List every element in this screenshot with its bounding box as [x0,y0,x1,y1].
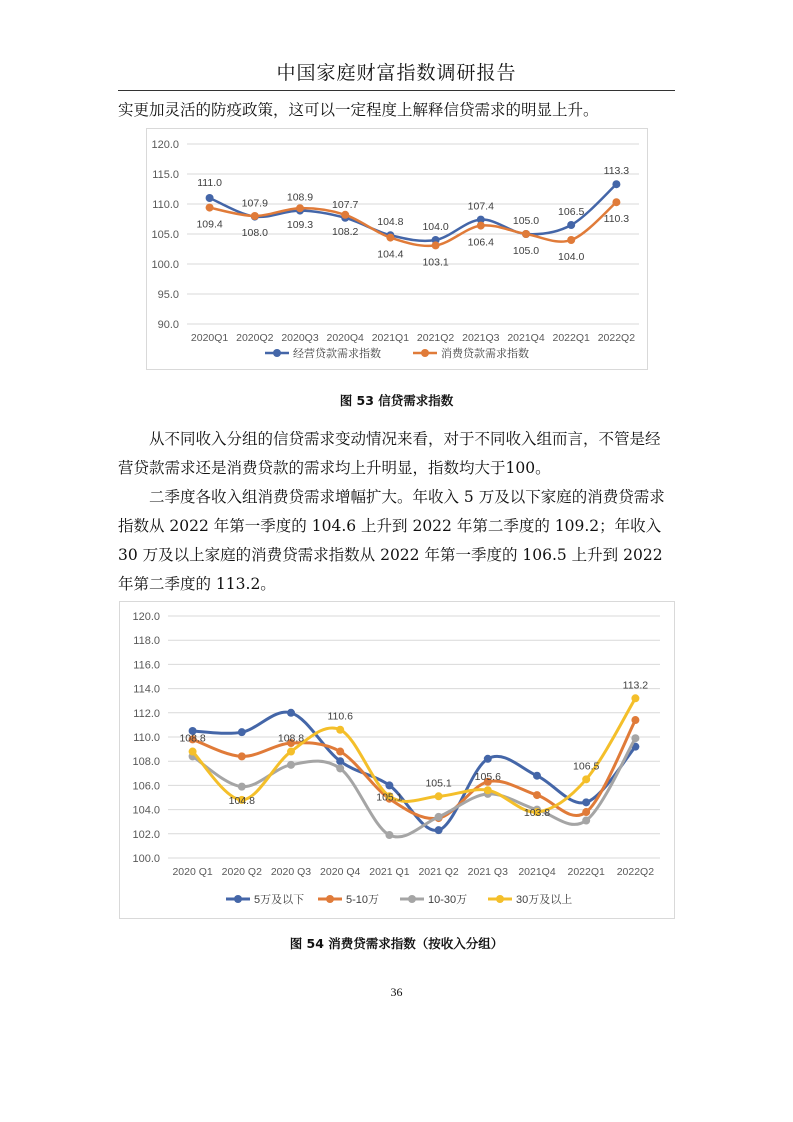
legend-item [226,893,304,906]
data-point [386,234,394,242]
y-tick-label: 118.0 [133,635,160,648]
data-point [582,798,590,806]
legend-label: 10-30万 [428,894,468,906]
data-label: 106.5 [573,760,600,773]
page-number: 36 [390,985,403,999]
data-label: 104.8 [228,794,255,807]
y-tick-label: 102.0 [132,828,160,841]
y-tick-label: 112.0 [133,707,160,720]
x-tick-label: 2021 Q3 [467,866,508,878]
data-label: 108.2 [332,225,359,238]
credit-demand-chart-svg [147,129,647,369]
data-point [484,786,492,794]
legend-label: 经营贷款需求指数 [293,348,381,360]
data-label: 110.3 [603,213,630,226]
data-point [567,221,575,229]
legend-label: 5万及以下 [254,894,305,906]
data-label: 108.9 [286,191,314,204]
data-label: 105.0 [512,245,540,257]
legend-swatch-marker [421,349,429,357]
x-tick-label: 2020Q1 [190,332,229,344]
paragraph-income-groups: 从不同收入分组的信贷需求变动情况来看，对于不同收入组而言，不管是经营贷款需求还是消费贷款的需求均上升明显，指数均大于100。 [118,430,661,477]
data-label: 108.8 [277,732,305,745]
data-label: 104.8 [377,216,404,229]
x-tick-label: 2020 Q2 [221,866,262,878]
x-tick-label: 2020 Q4 [320,866,361,878]
data-point [582,808,590,816]
data-label: 106.5 [558,206,585,218]
data-point [385,781,393,789]
data-point [336,726,344,734]
page-header-title: 中国家庭财富指数调研报告 [276,62,517,84]
data-label: 106.4 [467,236,494,249]
data-point [206,204,214,212]
x-tick-label: 2022Q1 [552,332,590,344]
legend-swatch-marker [234,895,242,903]
data-label: 104.4 [377,248,404,261]
x-tick-label: 2022Q2 [597,332,636,344]
y-tick-label: 115.0 [152,169,179,181]
x-tick-label: 2022Q1 [567,866,605,878]
data-label: 107.4 [467,200,494,213]
consumer-loan-demand-chart [119,601,675,919]
y-tick-label: 120.0 [132,611,160,623]
y-tick-label: 90.0 [157,319,179,331]
x-tick-label: 2021Q4 [507,332,545,344]
legend-swatch-marker [326,895,334,903]
data-point [206,194,214,202]
data-label: 108.0 [241,227,268,239]
figure-54-caption: 图 54 消费贷需求指数（按收入分组） [289,936,504,951]
legend-item [413,346,529,360]
data-point [631,716,639,724]
legend-item [265,346,381,360]
data-label: 105.0 [512,215,540,227]
x-tick-label: 2021 Q1 [369,866,410,878]
data-point [336,748,344,756]
y-tick-label: 104.0 [132,804,160,817]
legend-item [488,892,572,906]
data-label: 107.7 [332,198,359,211]
data-label: 108.8 [179,732,206,745]
data-point [251,212,259,220]
y-tick-label: 105.0 [151,229,179,241]
x-tick-label: 2021Q1 [371,332,410,344]
data-point [238,752,246,760]
y-tick-label: 100.0 [151,259,179,271]
data-label: 109.4 [196,218,223,231]
x-tick-label: 2022Q2 [616,866,655,878]
legend-item [318,893,379,906]
data-label: 104.0 [422,221,449,233]
data-point [612,180,620,188]
data-point [238,783,246,791]
data-point [612,198,620,206]
x-tick-label: 2021Q3 [462,332,500,344]
data-point [287,761,295,769]
data-point [287,748,295,756]
x-tick-label: 2021Q2 [416,332,455,344]
y-tick-label: 120.0 [151,139,179,151]
series-line [210,184,617,241]
legend-item [400,893,467,906]
data-point [435,792,443,800]
y-tick-label: 95.0 [157,289,179,301]
y-tick-label: 108.0 [132,756,160,769]
x-tick-label: 2020Q4 [326,332,364,344]
data-point [287,709,295,717]
data-label: 103.1 [422,256,449,269]
data-label: 105.1 [376,791,403,804]
legend-swatch-marker [273,349,281,357]
x-tick-label: 2020Q2 [236,332,274,344]
series-line [193,720,636,818]
data-label: 104.0 [558,251,585,263]
data-point [631,694,639,702]
x-tick-label: 2021 Q2 [418,866,459,878]
figure-53-caption: 图 53 信贷需求指数 [339,393,454,408]
data-point [189,748,197,756]
y-tick-label: 110.0 [152,199,179,211]
data-point [336,757,344,765]
y-tick-label: 114.0 [133,683,160,696]
data-point [484,755,492,763]
x-tick-label: 2020 Q1 [172,866,213,878]
data-point [336,764,344,772]
data-point [582,775,590,783]
paragraph-intro: 实更加灵活的防疫政策，这可以一定程度上解释信贷需求的明显上升。 [118,101,599,119]
data-point [432,241,440,249]
data-point [435,826,443,834]
data-point [477,222,485,230]
data-label: 107.9 [241,197,268,210]
data-label: 110.6 [327,710,353,723]
data-label: 105.6 [474,771,501,784]
y-tick-label: 110.0 [133,732,160,744]
y-tick-label: 116.0 [133,659,160,672]
data-point [296,204,304,212]
data-point [522,230,530,238]
data-point [238,728,246,736]
data-label: 105.1 [425,777,452,790]
data-label: 103.8 [523,807,551,820]
credit-demand-chart [146,128,648,370]
data-point [533,791,541,799]
data-point [631,734,639,742]
y-tick-label: 100.0 [132,853,160,865]
legend-label: 30万及以上 [516,894,573,906]
x-tick-label: 2020 Q3 [270,866,312,878]
data-point [435,813,443,821]
data-label: 113.2 [622,679,649,692]
legend-label: 消费贷款需求指数 [441,348,529,360]
y-tick-label: 106.0 [132,780,160,793]
data-point [567,236,575,244]
data-label: 109.3 [286,219,314,232]
paragraph-consumer-loans: 二季度各收入组消费贷需求增幅扩大。年收入 5 万及以下家庭的消费贷需求指数从 2022 年第一季度的 104.6 上升到 2022 年第二季度的 109.2；年收入 30 万及以上家庭的消费贷需求指数从 2022 年第一季度的 106.5 上升到 2022 年第二季度的 113.2。 [118,488,665,593]
data-label: 111.0 [197,177,222,189]
data-point [385,831,393,839]
data-point [341,211,349,219]
consumer-loan-demand-chart-svg [120,602,674,918]
data-point [533,772,541,780]
x-tick-label: 2021Q4 [518,866,556,878]
legend-label: 5-10万 [346,894,380,906]
header-divider [118,90,675,91]
data-label: 113.3 [603,165,630,178]
legend-swatch-marker [408,895,416,903]
x-tick-label: 2020Q3 [281,332,319,344]
series-line [193,698,636,812]
legend-swatch-marker [496,895,504,903]
data-point [582,816,590,824]
